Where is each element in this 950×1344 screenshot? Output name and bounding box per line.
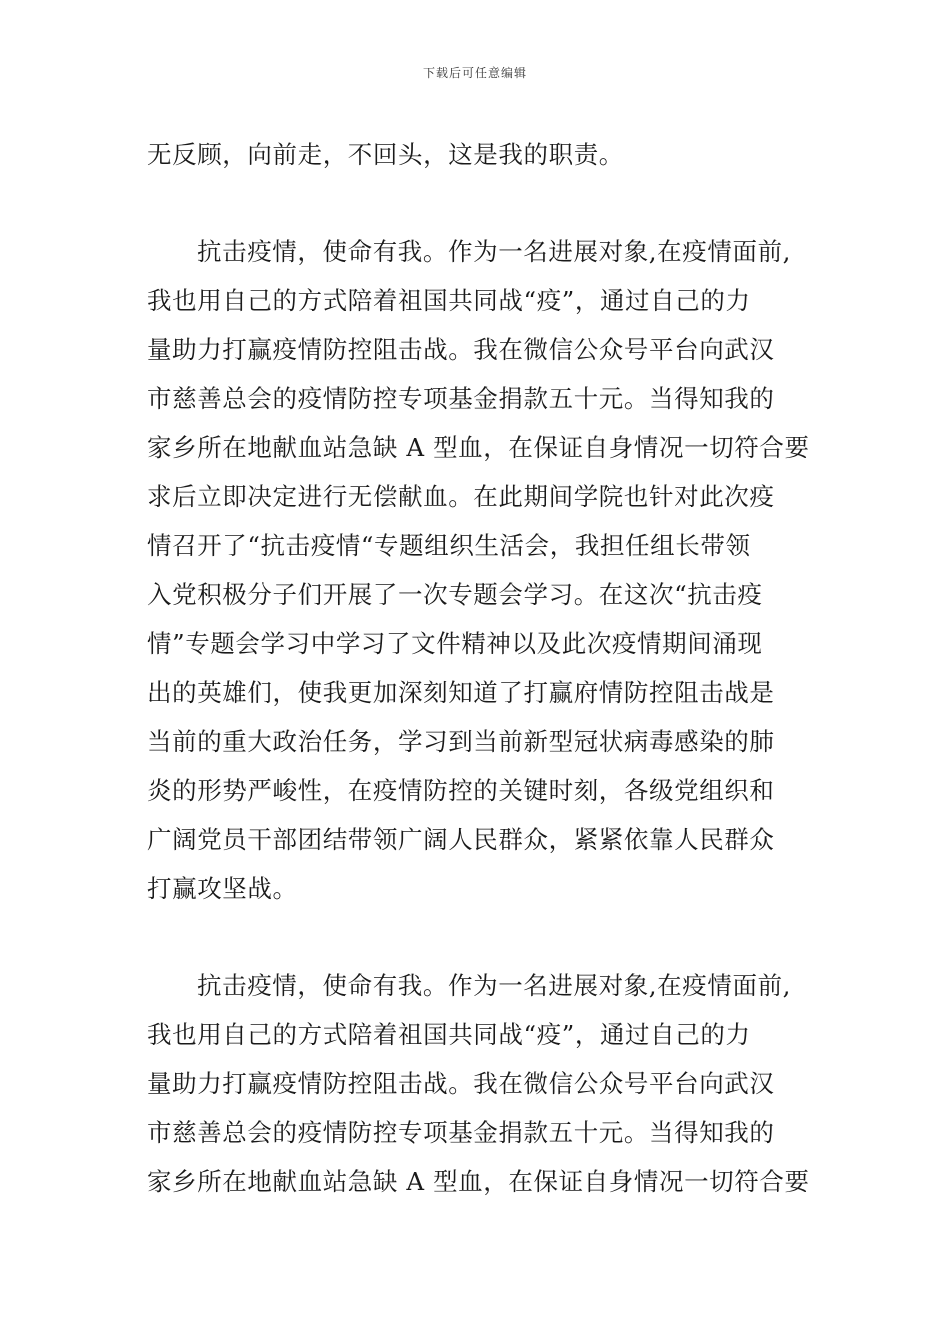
text-line: 广阔党员干部团结带领广阔人民群众，紧紧依靠人民群众 (147, 825, 775, 854)
text-line: 情召开了“抗击疫情“专题组织生活会，我担任组长带领 (147, 531, 751, 560)
text-line: 家乡所在地献血站急缺 A 型血，在保证自身情况一切符合要 (147, 433, 810, 462)
text-line: 市慈善总会的疫情防控专项基金捐款五十元。当得知我的 (147, 384, 775, 413)
paragraph-gap (147, 913, 817, 961)
text-line: 量助力打赢疫情防控阻击战。我在微信公众号平台向武汉 (147, 1069, 775, 1098)
paragraph (147, 961, 817, 1206)
header-note: 下载后可任意编辑 (422, 66, 527, 80)
text-line: 无反顾，向前走，不回头，这是我的职责。 (147, 140, 624, 169)
text-line: 量助力打赢疫情防控阻击战。我在微信公众号平台向武汉 (147, 335, 775, 364)
paragraph (147, 227, 817, 913)
text-line: 抗击疫情，使命有我。作为一名进展对象,在疫情面前, (197, 971, 792, 1000)
text-line: 当前的重大政治任务，学习到当前新型冠状病毒感染的肺 (147, 727, 775, 756)
document-body (147, 130, 817, 1206)
paragraph (147, 130, 817, 179)
text-line: 市慈善总会的疫情防控专项基金捐款五十元。当得知我的 (147, 1118, 775, 1147)
text-line: 求后立即决定进行无偿献血。在此期间学院也针对此次疫 (147, 482, 775, 511)
text-line: 情”专题会学习中学习了文件精神以及此次疫情期间涌现 (147, 629, 763, 658)
text-line: 出的英雄们，使我更加深刻知道了打赢府情防控阻击战是 (147, 678, 775, 707)
text-line: 我也用自己的方式陪着祖国共同战“疫”，通过自己的力 (147, 1020, 751, 1049)
text-line: 炎的形势严峻性，在疫情防控的关键时刻，各级党组织和 (147, 776, 775, 805)
text-line: 打赢攻坚战。 (147, 874, 298, 903)
text-line: 入党积极分子们开展了一次专题会学习。在这次“抗击疫 (147, 580, 763, 609)
paragraph-gap (147, 179, 817, 227)
text-line: 抗击疫情，使命有我。作为一名进展对象,在疫情面前, (197, 237, 792, 266)
text-line: 我也用自己的方式陪着祖国共同战“疫”，通过自己的力 (147, 286, 751, 315)
text-line: 家乡所在地献血站急缺 A 型血，在保证自身情况一切符合要 (147, 1167, 810, 1196)
